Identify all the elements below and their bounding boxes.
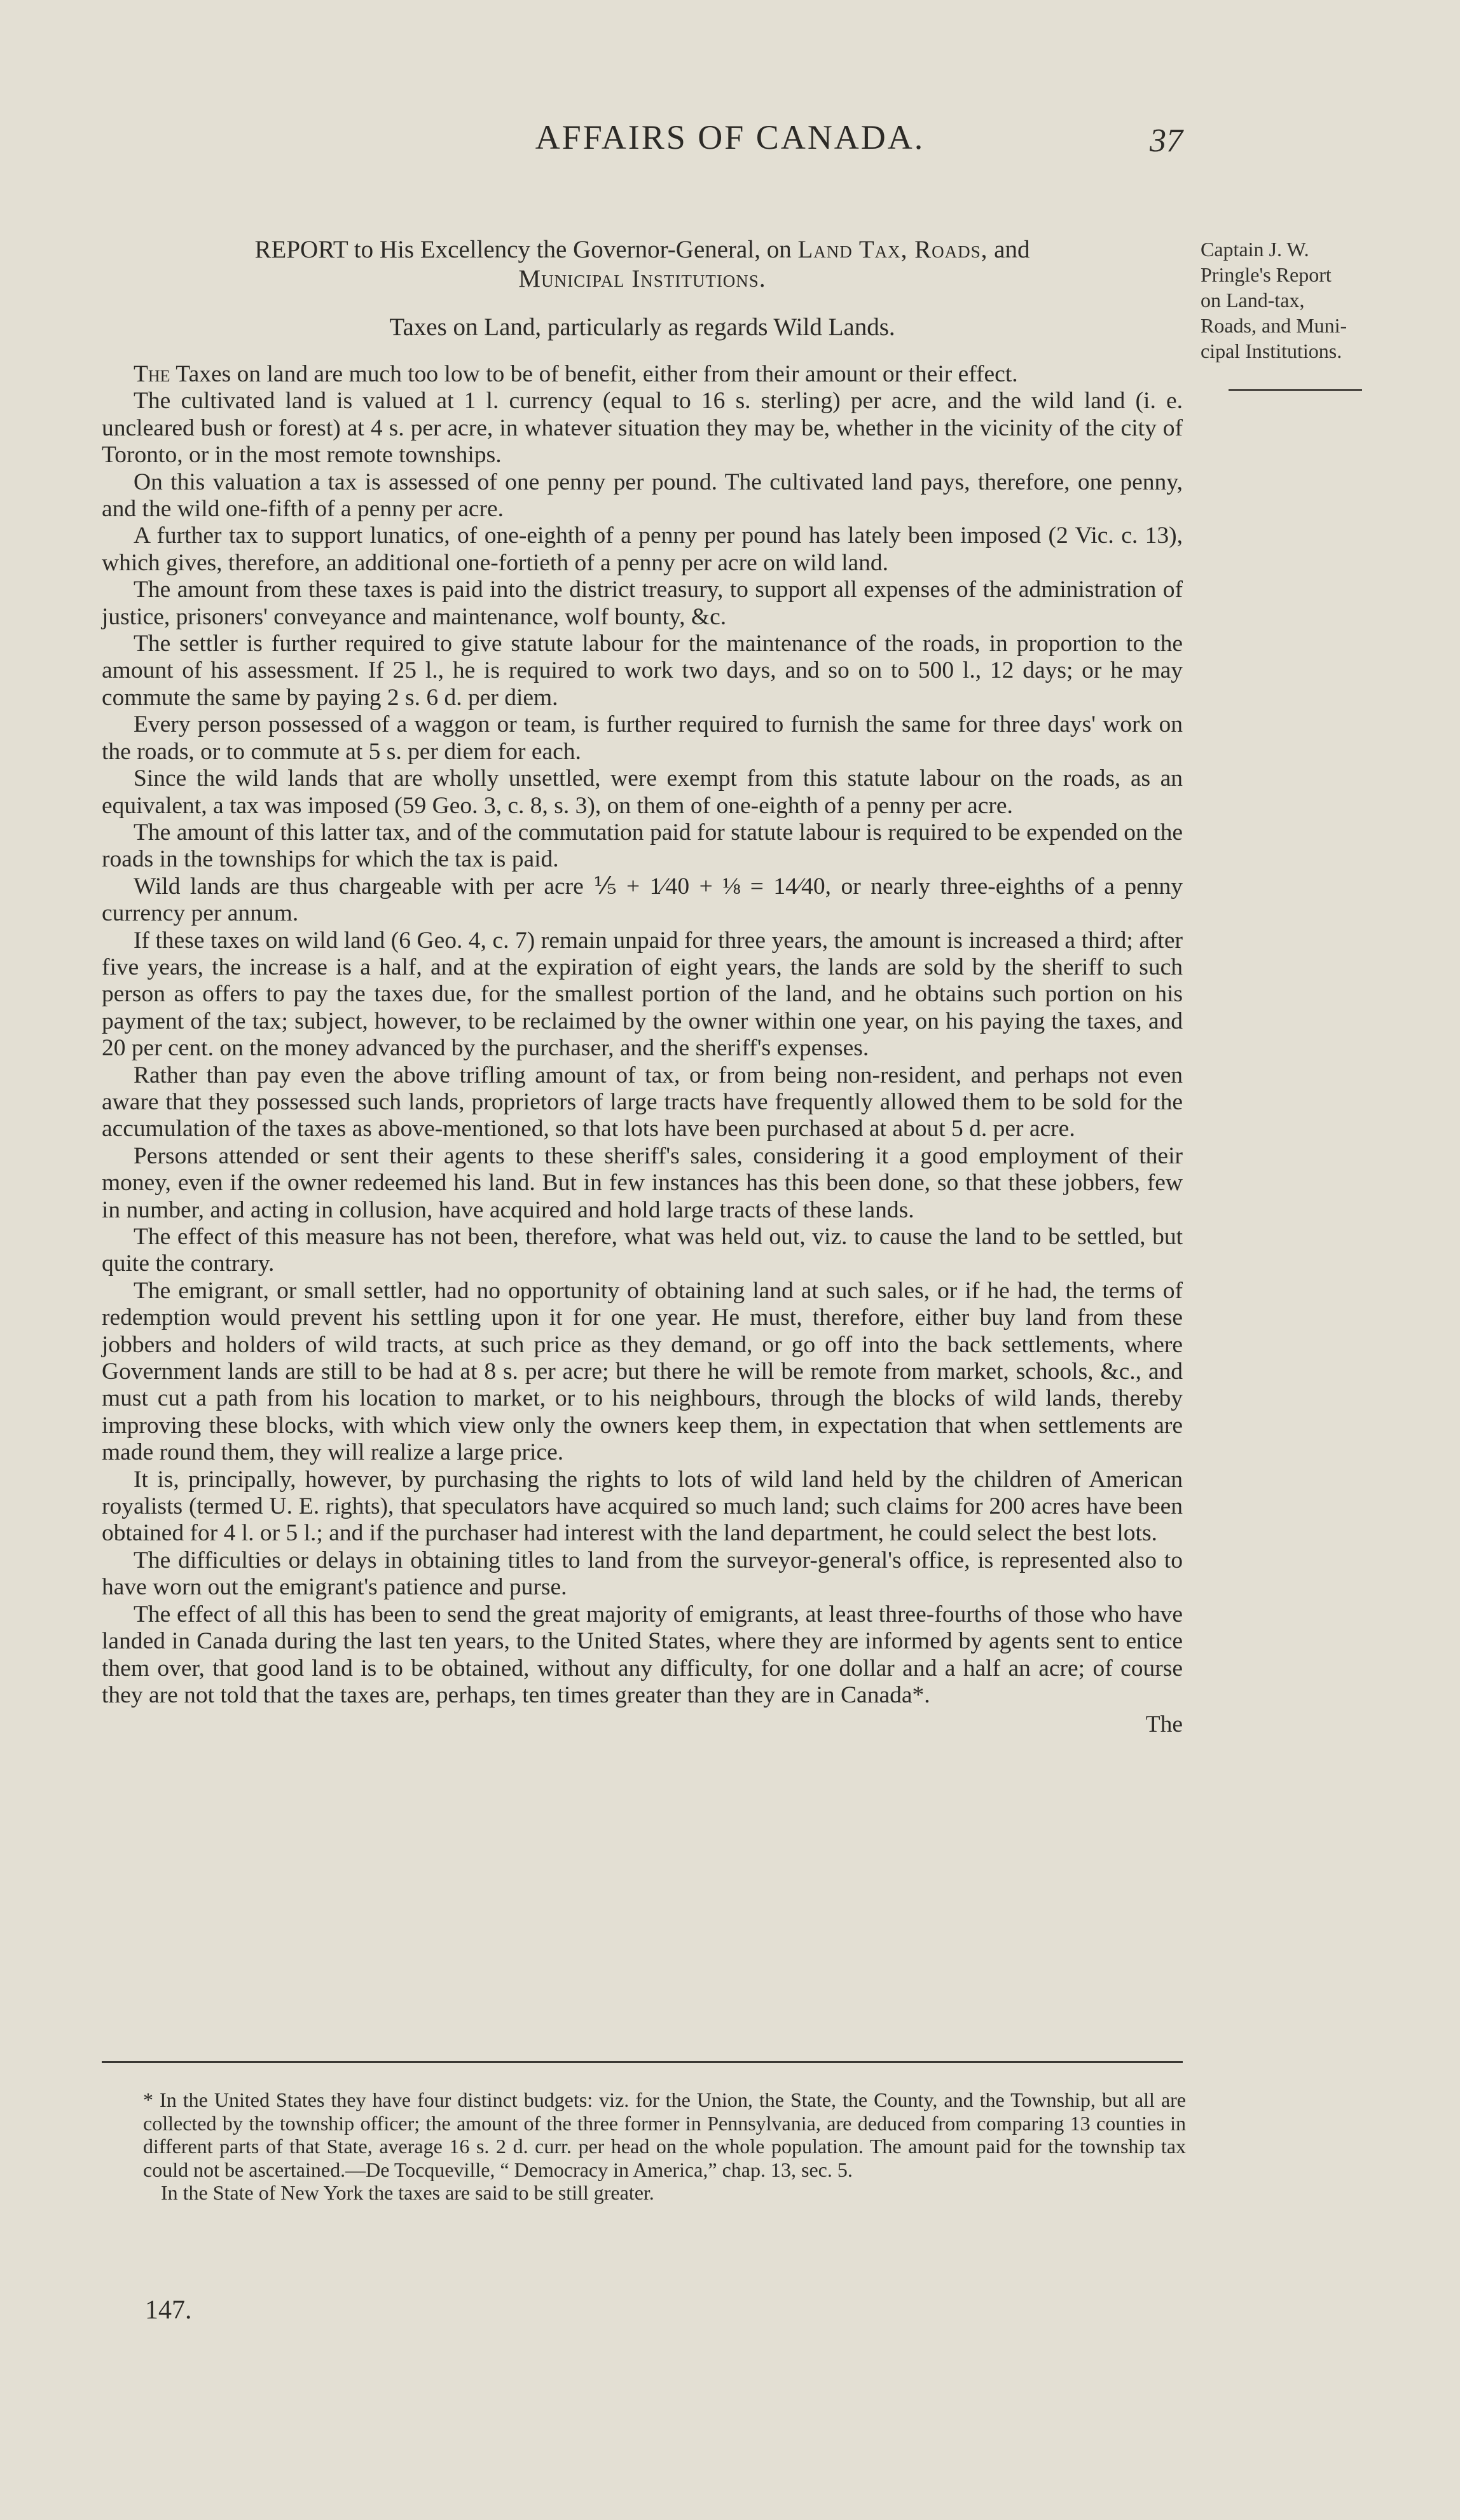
title-prefix: REPORT to His Excellency the Governor-General, on bbox=[254, 236, 798, 263]
footnote-paragraph: * In the United States they have four distinct budgets: viz. for the Union, the State, the County, and the Township, but all are collected by the township officer; the amount of the three former in Pennsylvania, are deduced from comparing 13 counties in different parts of that State, average 16 s. 2 d. curr. per head on the whole population. The amount paid for the township tax could not be ascertained.—De Tocqueville, “ Democracy in America,” chap. 13, sec. 5. bbox=[143, 2088, 1186, 2181]
paragraph: It is, principally, however, by purchasing the rights to lots of wild land held by the children of American royalists (termed U. E. rights), that speculators have acquired so much land; such claims for 200 acres have been obtained for 4 l. or 5 l.; and if the purchaser had interest with the land department, he could select the best lots. bbox=[102, 1466, 1183, 1547]
title-and: and bbox=[988, 236, 1030, 263]
running-head: AFFAIRS OF CANADA. bbox=[535, 118, 925, 156]
sidenote-line: on Land-tax, bbox=[1201, 289, 1305, 312]
paragraph: The settler is further required to give statute labour for the maintenance of the roads, in proportion to the amount of his assessment. If 25 l., he is required to work two days, and so on to 500 l., 12 days; or he may commute the same by paying 2 s. 6 d. per diem. bbox=[102, 631, 1183, 711]
paragraph-text: Taxes on land are much too low to be of benefit, either from their amount or their effect. bbox=[170, 361, 1018, 387]
sidenote-line: Captain J. W. bbox=[1201, 238, 1309, 261]
title-smallcaps-1: Land Tax, Roads, bbox=[797, 236, 988, 263]
report-title bbox=[102, 235, 1183, 294]
sidenote-line: Pringle's Report bbox=[1201, 263, 1332, 286]
paragraph: Persons attended or sent their agents to these sheriff's sales, considering it a good employment of their money, even if the owner redeemed his land. But in few instances has this been done, so that these jobbers, few in number, and acting in collusion, have acquired and hold large tracts of these lands. bbox=[102, 1142, 1183, 1223]
paragraph: If these taxes on wild land (6 Geo. 4, c. 7) remain unpaid for three years, the amount is increased a third; after five years, the increase is a half, and at the expiration of eight years, the lands are sold by the sheriff to such person as offers to pay the taxes due, for the smallest portion of the land, and he obtains such portion on his payment of the tax; subject, however, to be reclaimed by the owner within one year, on his paying the taxes, and 20 per cent. on the money advanced by the purchaser, and the sheriff's expenses. bbox=[102, 927, 1183, 1062]
sidenote-line: cipal Institutions. bbox=[1201, 339, 1342, 362]
paragraph: Since the wild lands that are wholly unsettled, were exempt from this statute labour on the roads, as an equivalent, a tax was imposed (59 Geo. 3, c. 8, s. 3), on them of one-eighth of a penny per acre. bbox=[102, 765, 1183, 819]
paragraph: Every person possessed of a waggon or team, is further required to furnish the same for three days' work on the roads, or to commute at 5 s. per diem for each. bbox=[102, 711, 1183, 765]
sidenote-line: Roads, and Muni- bbox=[1201, 314, 1347, 337]
paragraph-lead-word: The bbox=[134, 361, 170, 387]
margin-sidenote bbox=[1201, 236, 1391, 364]
sidenote-rule bbox=[1229, 389, 1362, 391]
catchword: The bbox=[1145, 1711, 1183, 1738]
paragraph: Wild lands are thus chargeable with per acre ⅕ + 1⁄40 + ⅛ = 14⁄40, or nearly three-eighths of a penny currency per annum. bbox=[102, 873, 1183, 927]
paragraph: On this valuation a tax is assessed of one penny per pound. The cultivated land pays, therefore, one penny, and the wild one-fifth of a penny per acre. bbox=[102, 469, 1183, 523]
page-number: 37 bbox=[1150, 123, 1183, 159]
section-subtitle: Taxes on Land, particularly as regards Wild Lands. bbox=[389, 313, 895, 341]
paragraph: The cultivated land is valued at 1 l. currency (equal to 16 s. sterling) per acre, and the wild land (i. e. uncleared bush or forest) at 4 s. per acre, in whatever situation they may be, whether in the vicinity of the city of Toronto, or in the most remote townships. bbox=[102, 388, 1183, 469]
title-smallcaps-2: Municipal Institutions. bbox=[518, 265, 766, 292]
footnote bbox=[143, 2088, 1186, 2205]
footnote-rule bbox=[102, 2061, 1183, 2063]
printer-signature-mark: 147. bbox=[145, 2296, 192, 2325]
paragraph: The effect of this measure has not been, therefore, what was held out, viz. to cause the land to be settled, but quite the contrary. bbox=[102, 1224, 1183, 1277]
paragraph bbox=[102, 361, 1183, 388]
paragraph: The effect of all this has been to send the great majority of emigrants, at least three-fourths of those who have landed in Canada during the last ten years, to the United States, where they are informed by agents sent to entice them over, that good land is to be obtained, without any difficulty, for one dollar and a half an acre; of course they are not told that the taxes are, perhaps, ten times greater than they are in Canada*. bbox=[102, 1601, 1183, 1708]
paragraph: The amount of this latter tax, and of the commutation paid for statute labour is required to be expended on the roads in the townships for which the tax is paid. bbox=[102, 819, 1183, 873]
footnote-paragraph: In the State of New York the taxes are said to be still greater. bbox=[161, 2181, 654, 2204]
paragraph: Rather than pay even the above trifling amount of tax, or from being non-resident, and perhaps not even aware that they possessed such lands, proprietors of large tracts have frequently allowed them to be sold for the accumulation of the taxes as above-mentioned, so that lots have been purchased at about 5 d. per acre. bbox=[102, 1062, 1183, 1142]
paragraph: The amount from these taxes is paid into the district treasury, to support all expenses of the administration of justice, prisoners' conveyance and maintenance, wolf bounty, &c. bbox=[102, 577, 1183, 630]
paragraph: The difficulties or delays in obtaining titles to land from the surveyor-general's office, is represented also to have worn out the emigrant's patience and purse. bbox=[102, 1547, 1183, 1601]
paragraph: A further tax to support lunatics, of one-eighth of a penny per pound has lately been imposed (2 Vic. c. 13), which gives, therefore, an additional one-fortieth of a penny per acre on wild land. bbox=[102, 523, 1183, 576]
body-text bbox=[102, 361, 1183, 1739]
paragraph: The emigrant, or small settler, had no opportunity of obtaining land at such sales, or if he had, the terms of redemption would prevent his settling upon it for one year. He must, therefore, either buy land from these jobbers and holders of wild tracts, at such price as they demand, or go off into the back settlements, where Government lands are still to be had at 8 s. per acre; but there he will be remote from market, schools, &c., and must cut a path from his location to market, or to his neighbours, through the blocks of wild lands, thereby improving these blocks, with which view only the owners keep them, in expectation that when settlements are made round them, they will realize a large price. bbox=[102, 1277, 1183, 1466]
